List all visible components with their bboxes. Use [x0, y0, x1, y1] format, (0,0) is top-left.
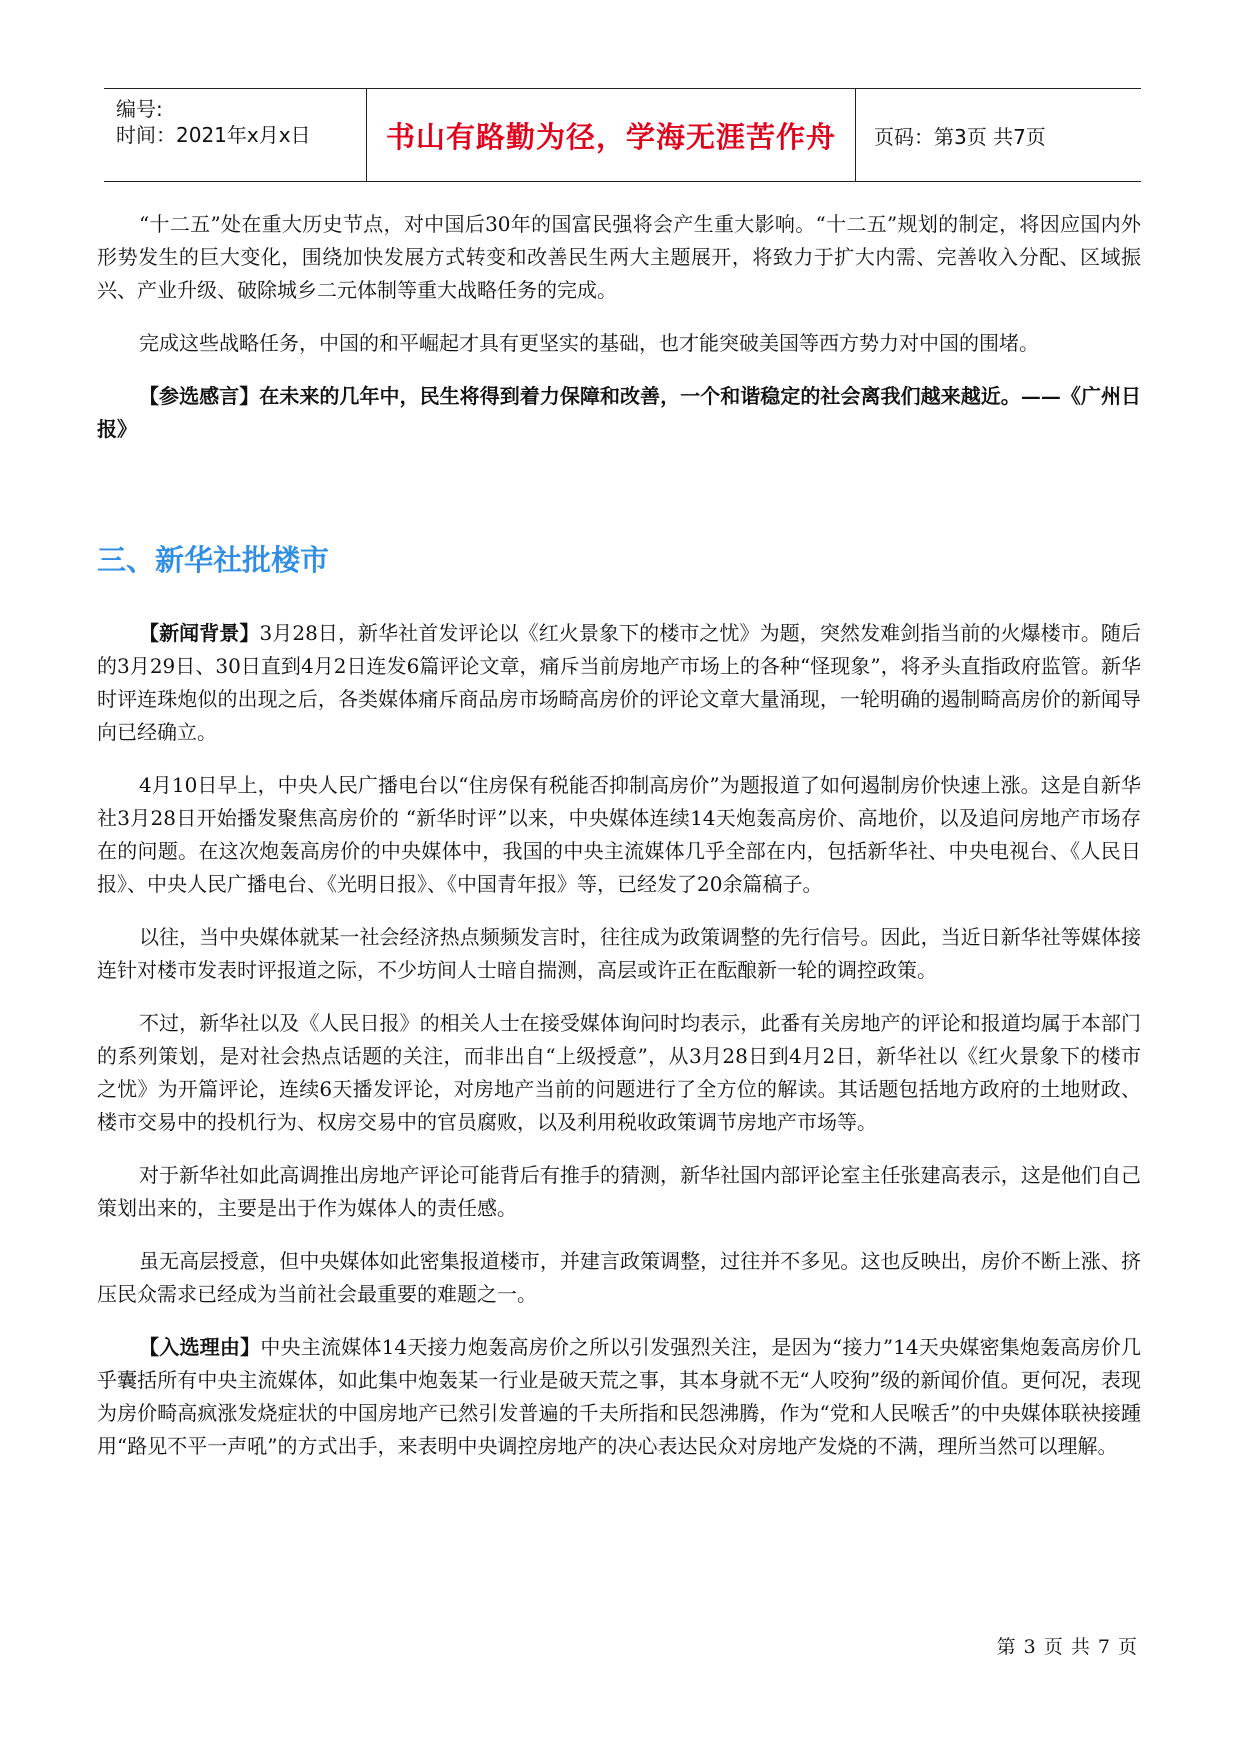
paragraph: 4月10日早上，中央人民广播电台以“住房保有税能否抑制高房价”为题报道了如何遏制房价快速上涨。这是自新华社3月28日开始播发聚焦高房价的 “新华时评”以来，中央媒体连续14天炮轰高房价、高地价，以及追问房地产市场存在的问题。在这次炮轰高房价的中央媒体中，我国的中央主流媒体几乎全部在内，包括新华社、中央电视台、《人民日报》、中央人民广播电台、《光明日报》、《中国青年报》等，已经发了20余篇稿子。: [97, 773, 1141, 896]
header-number-label: 编号:: [116, 97, 163, 121]
header-left-cell: [104, 89, 367, 181]
reason-text: 中央主流媒体14天接力炮轰高房价之所以引发强烈关注，是因为“接力”14天央媒密集炮轰高房价几乎囊括所有中央主流媒体，如此集中炮轰某一行业是破天荒之事，其本身就不无“人咬狗”级的新闻价值。更何况，表现为房价畸高疯涨发烧症状的中国房地产已然引发普遍的千夫所指和民怨沸腾，作为“党和人民喉舌”的中央媒体联袂接踵用“路见不平一声吼”的方式出手，来表明中央调控房地产的决心表达民众对房地产发烧的不满，理所当然可以理解。: [97, 1335, 1142, 1458]
paragraph: 对于新华社如此高调推出房地产评论可能背后有推手的猜测，新华社国内部评论室主任张建高表示，这是他们自己策划出来的，主要是出于作为媒体人的责任感。: [97, 1163, 1141, 1220]
paragraph: 完成这些战略任务，中国的和平崛起才具有更坚实的基础，也才能突破美国等西方势力对中国的围堵。: [139, 331, 1039, 355]
reason-label: 【入选理由】: [139, 1335, 261, 1359]
header-motto: 书山有路勤为径，学海无涯苦作舟: [385, 119, 836, 154]
reason-paragraph: [97, 1331, 1141, 1463]
page-footer: 第 3 页 共 7 页: [996, 1636, 1138, 1658]
header-right-cell: [856, 89, 1141, 181]
paragraph: “十二五”处在重大历史节点，对中国后30年的国富民强将会产生重大影响。“十二五”规划的制定，将因应国内外形势发生的巨大变化，围绕加快发展方式转变和改善民生两大主题展开，将致力于扩大内需、完善收入分配、区域振兴、产业升级、破除城乡二元体制等重大战略任务的完成。: [97, 212, 1141, 302]
paragraph: 以往，当中央媒体就某一社会经济热点频频发言时，往往成为政策调整的先行信号。因此，当近日新华社等媒体接连针对楼市发表时评报道之际，不少坊间人士暗自揣测，高层或许正在酝酿新一轮的调控政策。: [97, 925, 1141, 982]
paragraph: 虽无高层授意，但中央媒体如此密集报道楼市，并建言政策调整，过往并不多见。这也反映出，房价不断上涨、挤压民众需求已经成为当前社会最重要的难题之一。: [97, 1249, 1141, 1306]
section-title: 三、新华社批楼市: [97, 543, 330, 577]
background-text: 3月28日，新华社首发评论以《红火景象下的楼市之忧》为题，突然发难剑指当前的火爆楼市。随后的3月29日、30日直到4月2日连发6篇评论文章，痛斥当前房地产市场上的各种“怪现象”，将矛头直指政府监管。新华时评连珠炮似的出现之后，各类媒体痛斥商品房市场畸高房价的评论文章大量涌现，一轮明确的遏制畸高房价的新闻导向已经确立。: [97, 621, 1141, 744]
quote-paragraph: 【参选感言】在未来的几年中，民生将得到着力保障和改善，一个和谐稳定的社会离我们越来越近。——《广州日报》: [97, 384, 1141, 441]
document-body: [97, 208, 1141, 1463]
background-label: 【新闻背景】: [139, 621, 260, 645]
header-time-label: 时间：2021年x月x日: [116, 123, 311, 147]
header-page-label: 页码：第3页 共7页: [874, 124, 1046, 149]
header-middle-cell: [367, 89, 856, 181]
page-header: [104, 88, 1141, 182]
paragraph: 不过，新华社以及《人民日报》的相关人士在接受媒体询问时均表示，此番有关房地产的评论和报道均属于本部门的系列策划，是对社会热点话题的关注，而非出自“上级授意”，从3月28日到4月2日，新华社以《红火景象下的楼市之忧》为开篇评论，连续6天播发评论，对房地产当前的问题进行了全方位的解读。其话题包括地方政府的土地财政、楼市交易中的投机行为、权房交易中的官员腐败，以及利用税收政策调节房地产市场等。: [97, 1011, 1141, 1134]
background-paragraph: [97, 617, 1141, 749]
